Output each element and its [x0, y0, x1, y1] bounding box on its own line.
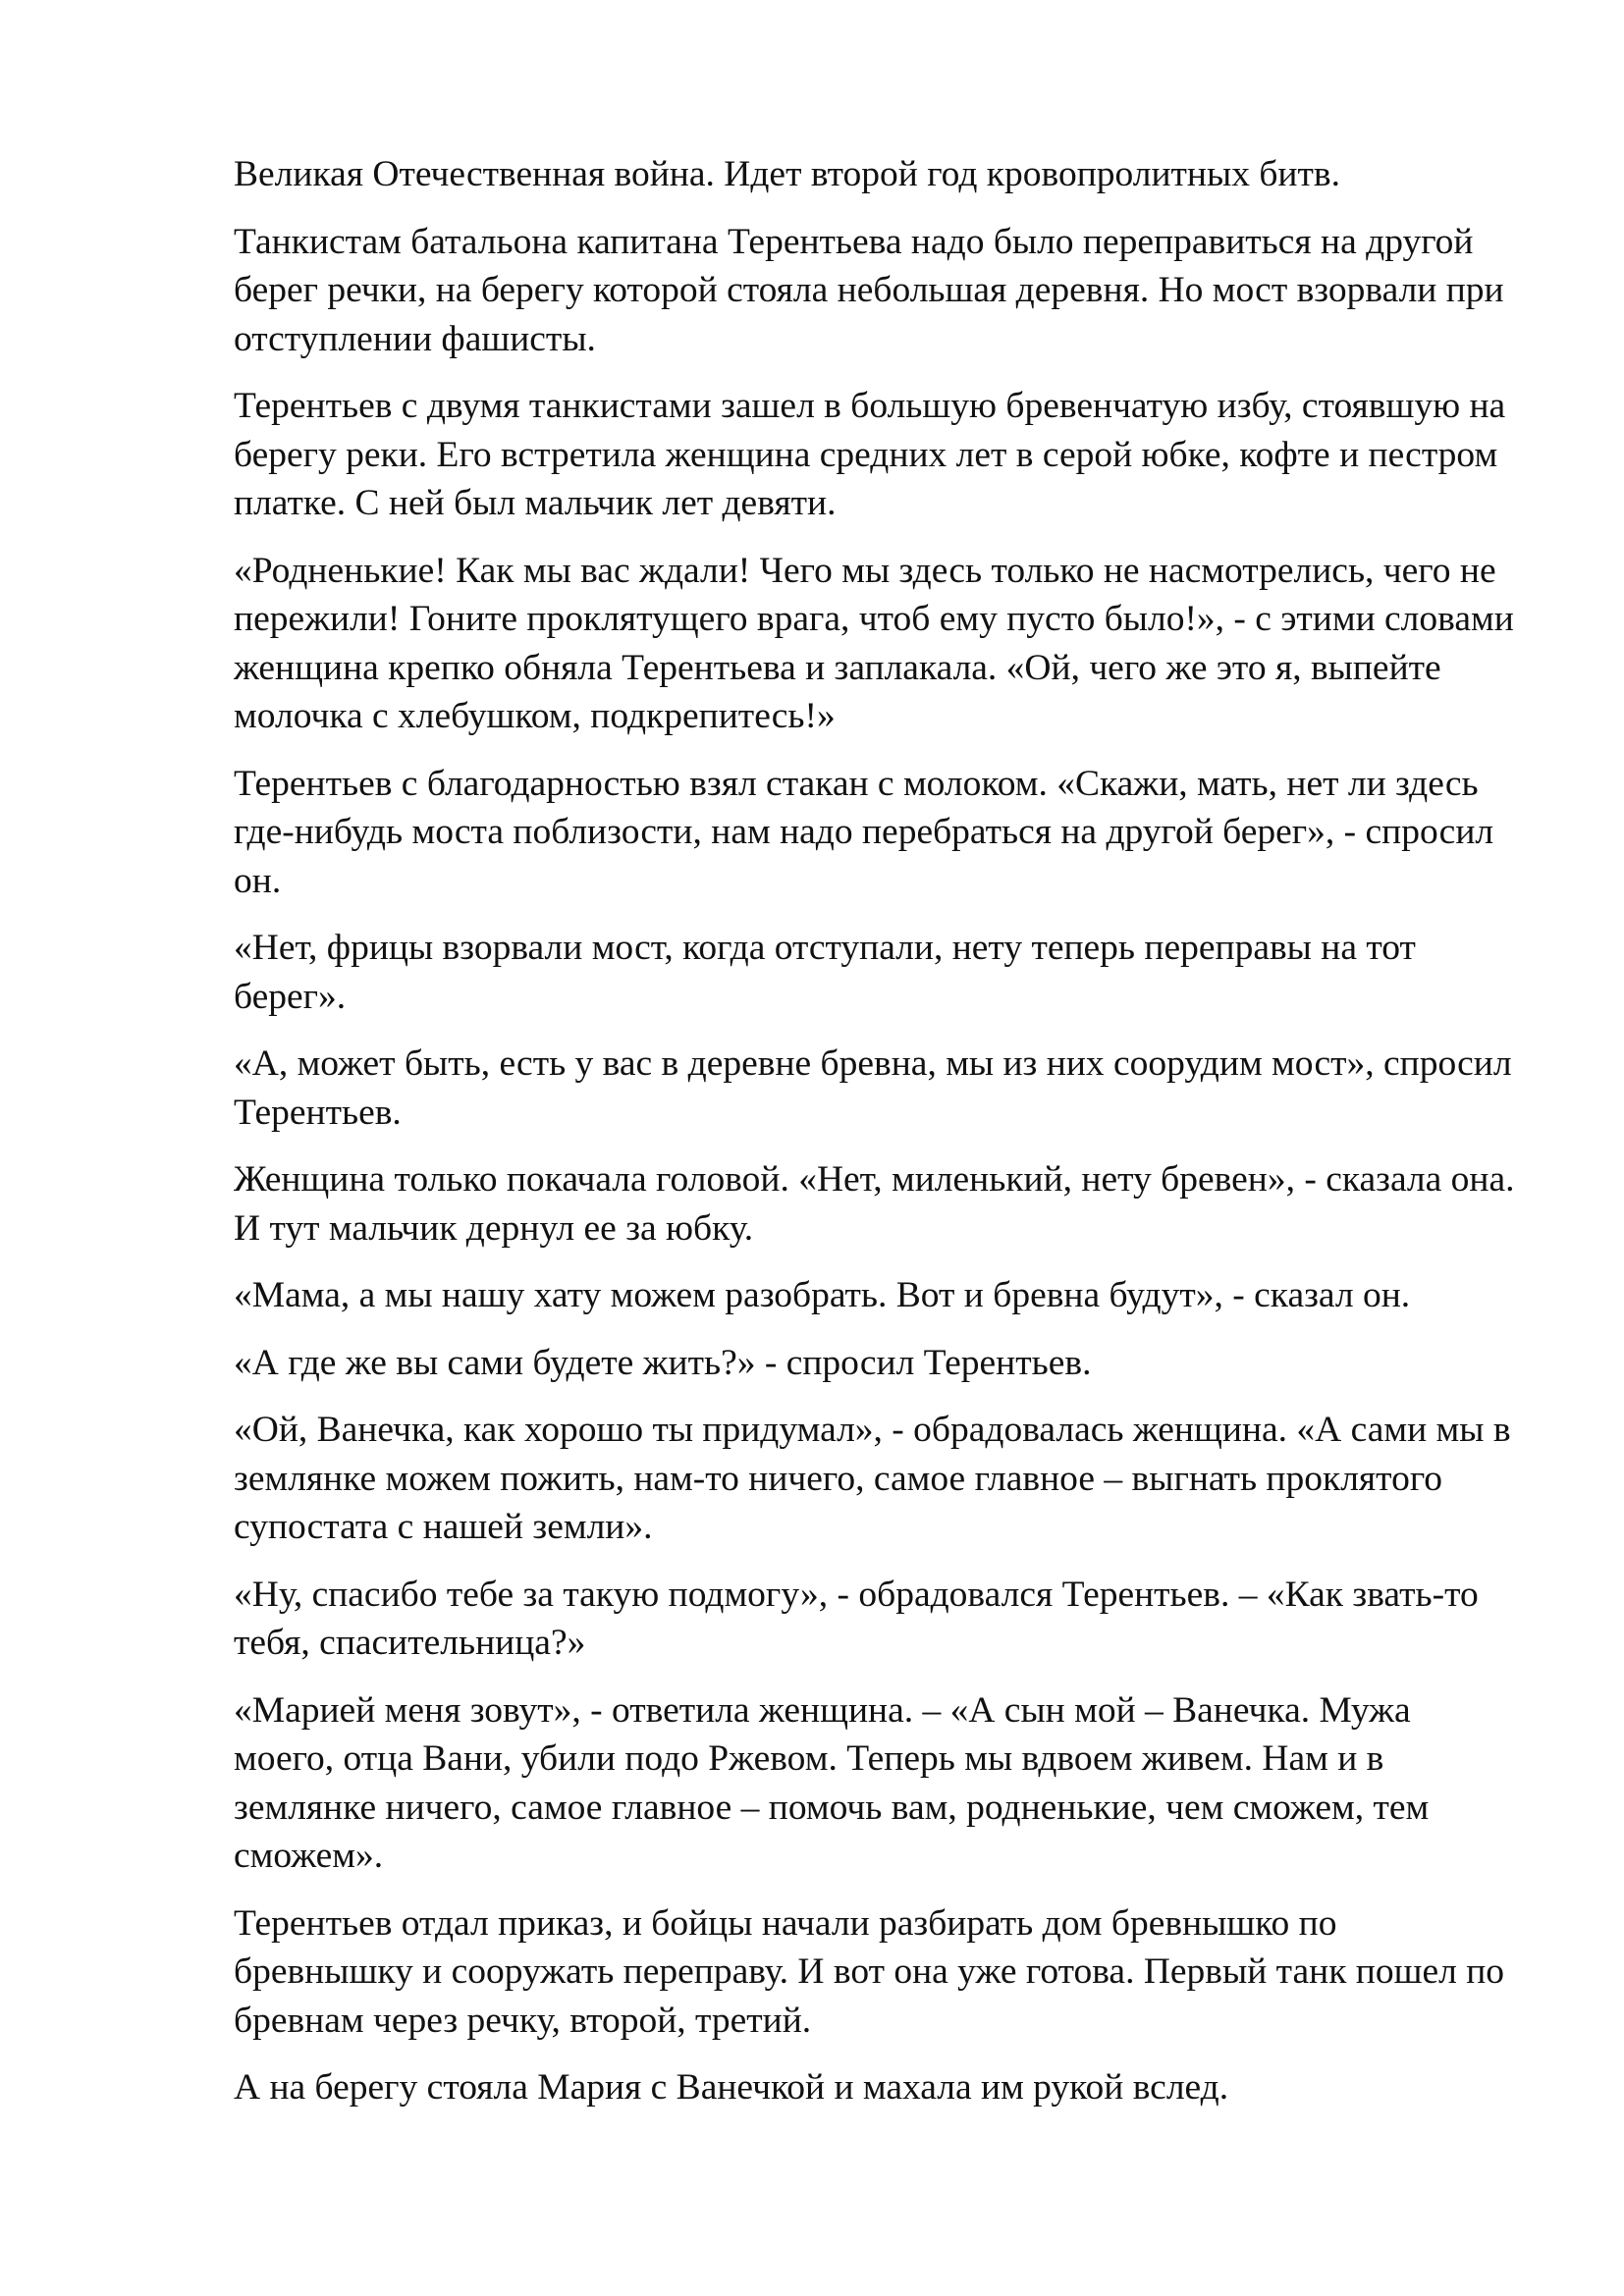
paragraph-11: «Ой, Ванечка, как хорошо ты придумал», - обрадовалась женщина. «А сами мы в землянке можем пожить, нам-то ничего, самое главное – выгнать проклятого супостата с нашей земли».	[234, 1410, 1511, 1547]
paragraph-4: «Родненькие! Как мы вас ждали! Чего мы здесь только не насмотрелись, чего не пережили! Гоните проклятущего врага, чтоб ему пусто было!», - с этими словами женщина крепко обняла Терентьева и заплакала. «Ой, чего же это я, выпейте молочка с хлебушком, подкрепитесь!»	[234, 550, 1514, 736]
paragraph-10: «А где же вы сами будете жить?» - спросил Терентьев.	[234, 1342, 1092, 1383]
paragraph-3: Терентьев с двумя танкистами зашел в большую бревенчатую избу, стоявшую на берегу реки. Его встретила женщина средних лет в серой юбке, кофте и пестром платке. С ней был мальчик лет девяти.	[234, 386, 1506, 523]
paragraph-9: «Мама, а мы нашу хату можем разобрать. Вот и бревна будут», - сказал он.	[234, 1275, 1411, 1315]
paragraph-5: Терентьев с благодарностью взял стакан с молоком. «Скажи, мать, нет ли здесь где-нибудь моста поблизости, нам надо перебраться на другой берег», - спросил он.	[234, 763, 1494, 901]
paragraph-13: «Марией меня зовут», - ответила женщина. – «А сын мой – Ванечка. Мужа моего, отца Вани, убили подо Ржевом. Теперь мы вдвоем живем. Нам и в землянке ничего, самое главное – помочь вам, родненькие, чем сможем, тем сможем».	[234, 1689, 1430, 1876]
paragraph-7: «А, может быть, есть у вас в деревне бревна, мы из них соорудим мост», спросил Терентьев.	[234, 1043, 1512, 1133]
paragraph-14: Терентьев отдал приказ, и бойцы начали разбирать дом бревнышко по бревнышку и сооружать переправу. И вот она уже готова. Первый танк пошел по бревнам через речку, второй, третий.	[234, 1902, 1505, 2041]
document-page	[234, 150, 1520, 2131]
paragraph-6: «Нет, фрицы взорвали мост, когда отступали, нету теперь переправы на тот берег».	[234, 928, 1416, 1017]
paragraph-12: «Ну, спасибо тебе за такую подмогу», - обрадовался Терентьев. – «Как звать-то тебя, спасительница?»	[234, 1574, 1479, 1663]
paragraph-15: А на берегу стояла Мария с Ванечкой и махала им рукой вслед.	[234, 2067, 1229, 2108]
paragraph-1: Великая Отечественная война. Идет второй год кровопролитных битв.	[234, 154, 1340, 194]
paragraph-8: Женщина только покачала головой. «Нет, миленький, нету бревен», - сказала она. И тут мальчик дернул ее за юбку.	[234, 1159, 1515, 1249]
paragraph-2: Танкистам батальона капитана Терентьева надо было переправиться на другой берег речки, на берегу которой стояла небольшая деревня. Но мост взорвали при отступлении фашисты.	[234, 221, 1504, 359]
